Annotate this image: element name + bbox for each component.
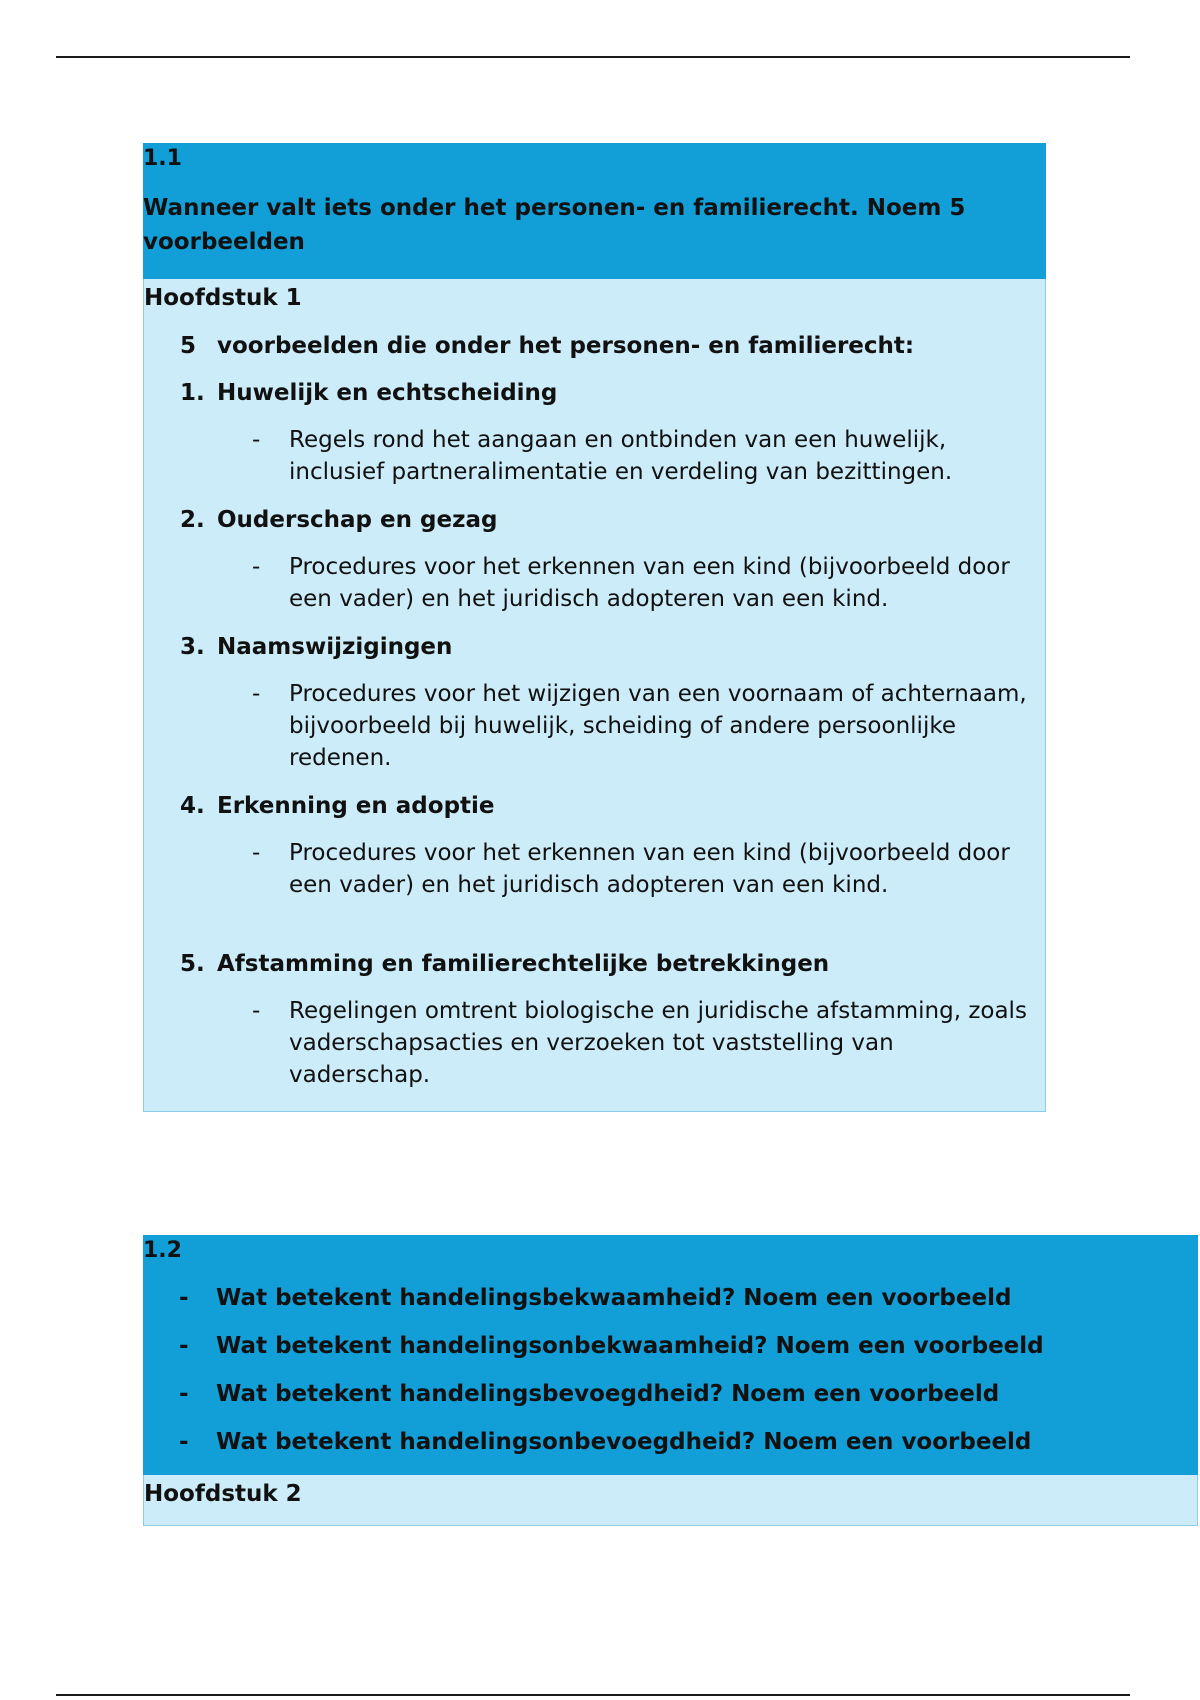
example-description-text: Regelingen omtrent biologische en juridische afstamming, zoals vaderschapsacties en verzoeken tot vaststelling van vaderschap. [289,998,1027,1088]
question-block-1-1 [143,143,1046,1112]
example-title [144,791,1045,821]
question-title [143,173,1046,279]
question-number: 1.1 [143,146,182,171]
example-title-text: Erkenning en adoptie [217,793,495,819]
question-header [143,1235,1198,1475]
example-title-text: Huwelijk en echtscheiding [217,380,558,406]
example-title [144,505,1045,535]
example-description-text: Regels rond het aangaan en ontbinden van een huwelijk, inclusief partneralimentatie en verdeling van bezittingen. [289,427,953,485]
dash-bullet: - [252,554,261,580]
answer-body [143,279,1046,1112]
intro-number: 5 [180,333,197,359]
question-title-line-2: voorbeelden [143,229,305,255]
chapter-reference: Hoofdstuk 1 [144,285,302,311]
question-text: Wat betekent handelingsonbevoegdheid? Noem een voorbeeld [216,1429,1032,1455]
example-title-text: Naamswijzigingen [217,634,453,660]
example-description-text: Procedures voor het wijzigen van een voornaam of achternaam, bijvoorbeeld bij huwelijk, scheiding of andere persoonlijke redenen. [289,681,1027,771]
question-block-1-2 [143,1235,1198,1526]
example-title-text: Ouderschap en gezag [217,507,498,533]
example-number: 5. [180,951,205,977]
question-header [143,143,1046,279]
dash-bullet: - [252,840,261,866]
bottom-rule [56,1694,1130,1696]
dash-bullet: - [179,1381,189,1407]
example-description [144,424,1045,488]
dash-bullet: - [179,1429,189,1455]
dash-bullet: - [179,1285,189,1311]
top-rule [56,56,1130,58]
question-number: 1.2 [143,1238,182,1263]
example-description [144,551,1045,615]
dash-bullet: - [252,427,261,453]
example-title-text: Afstamming en familierechtelijke betrekkingen [217,951,830,977]
answer-intro [144,331,1045,361]
dash-bullet: - [179,1333,189,1359]
chapter-reference: Hoofdstuk 2 [144,1481,302,1507]
dash-bullet: - [252,681,261,707]
example-description [144,678,1045,774]
question-item [143,1427,1198,1457]
question-title-line-1: Wanneer valt iets onder het personen- en familierecht. Noem 5 [143,195,966,221]
question-text: Wat betekent handelingsbevoegdheid? Noem een voorbeeld [216,1381,1000,1407]
question-list [143,1265,1198,1475]
answer-body [143,1475,1198,1526]
question-item [143,1283,1198,1313]
example-description [144,837,1045,901]
question-text: Wat betekent handelingsonbekwaamheid? Noem een voorbeeld [216,1333,1044,1359]
question-item [143,1379,1198,1409]
example-title [144,378,1045,408]
example-description-text: Procedures voor het erkennen van een kind (bijvoorbeeld door een vader) en het juridisch adopteren van een kind. [289,554,1010,612]
example-description [144,995,1045,1091]
intro-text: voorbeelden die onder het personen- en familierecht: [217,333,915,359]
example-number: 4. [180,793,205,819]
example-title [144,632,1045,662]
example-number: 2. [180,507,205,533]
example-description-text: Procedures voor het erkennen van een kind (bijvoorbeeld door een vader) en het juridisch adopteren van een kind. [289,840,1010,898]
example-number: 3. [180,634,205,660]
example-title [144,949,1045,979]
question-text: Wat betekent handelingsbekwaamheid? Noem een voorbeeld [216,1285,1012,1311]
question-item [143,1331,1198,1361]
example-number: 1. [180,380,205,406]
dash-bullet: - [252,998,261,1024]
